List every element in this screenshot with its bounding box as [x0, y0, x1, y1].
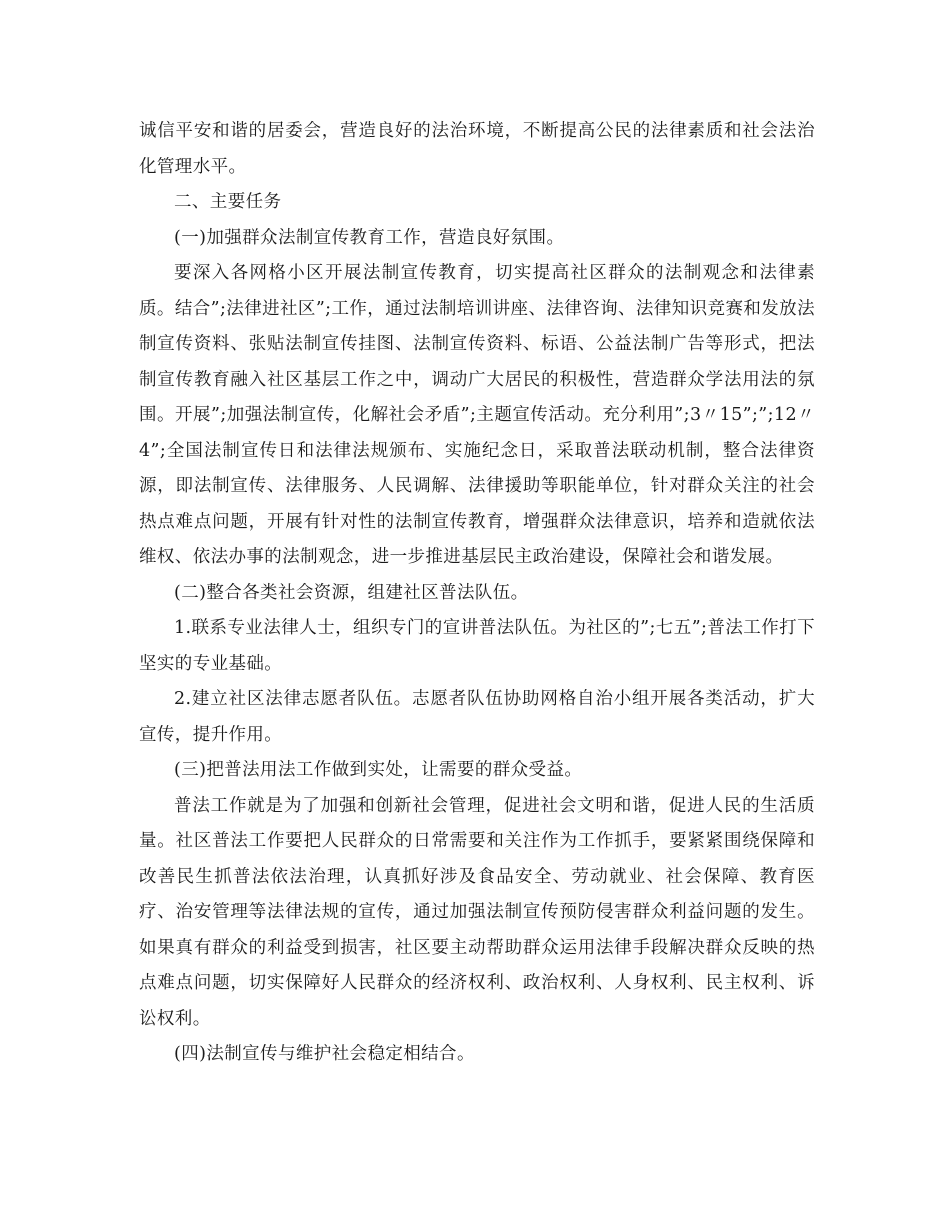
subsection-heading-2: (二)整合各类社会资源，组建社区普法队伍。	[174, 582, 529, 603]
subsection-heading-3: (三)把普法用法工作做到实处，让需要的群众受益。	[174, 760, 583, 780]
subsection-heading-4: (四)法制宣传与维护社会稳定相结合。	[174, 1044, 475, 1064]
subsection-heading-1: (一)加强群众法制宣传教育工作，营造良好氛围。	[174, 227, 565, 248]
paragraph: 普法工作就是为了加强和创新社会管理，促进社会文明和谐，促进人民的生活质量。社区普法工作要把人民群众的日常需要和关注作为工作抓手，要紧紧围绕保障和改善民生抓普法依法治理，认真抓好涉及食品安全、劳动就业、社会保障、教育医疗、治安管理等法律法规的宣传，通过加强法制宣传预防侵害群众利益问题的发生。如果真有群众的利益受到损害，社区要主动帮助群众运用法律手段解决群众反映的热点难点问题，切实保障好人民群众的经济权利、政治权利、人身权利、民主权利、诉讼权利。	[139, 795, 815, 1029]
document-body	[139, 114, 815, 1073]
paragraph: 要深入各网格小区开展法制宣传教育，切实提高社区群众的法制观念和法律素质。结合”;法律进社区”;工作，通过法制培训讲座、法律咨询、法律知识竞赛和发放法制宣传资料、张贴法制宣传挂图、法制宣传资料、标语、公益法制广告等形式，把法制宣传教育融入社区基层工作之中，调动广大居民的积极性，营造群众学法用法的氛围。开展”;加强法制宣传，化解社会矛盾”;主题宣传活动。充分利用”;3〃15”;”;12〃4”;全国法制宣传日和法律法规颁布、实施纪念日，采取普法联动机制，整合法律资源，即法制宣传、法律服务、人民调解、法律援助等职能单位，针对群众关注的社会热点难点问题，开展有针对性的法制宣传教育，增强群众法律意识，培养和造就依法维权、依法办事的法制观念，进一步推进基层民主政治建设，保障社会和谐发展。	[139, 263, 815, 567]
list-item: 1.联系专业法律人士，组织专门的宣讲普法队伍。为社区的”;七五”;普法工作打下坚实的专业基础。	[139, 618, 815, 674]
paragraph-continuation: 诚信平安和谐的居委会，营造良好的法治环境，不断提高公民的法律素质和社会法治化管理水平。	[139, 121, 815, 177]
section-heading-main-tasks: 二、主要任务	[174, 192, 282, 212]
list-item: 2.建立社区法律志愿者队伍。志愿者队伍协助网格自治小组开展各类活动，扩大宣传，提升作用。	[139, 689, 815, 745]
